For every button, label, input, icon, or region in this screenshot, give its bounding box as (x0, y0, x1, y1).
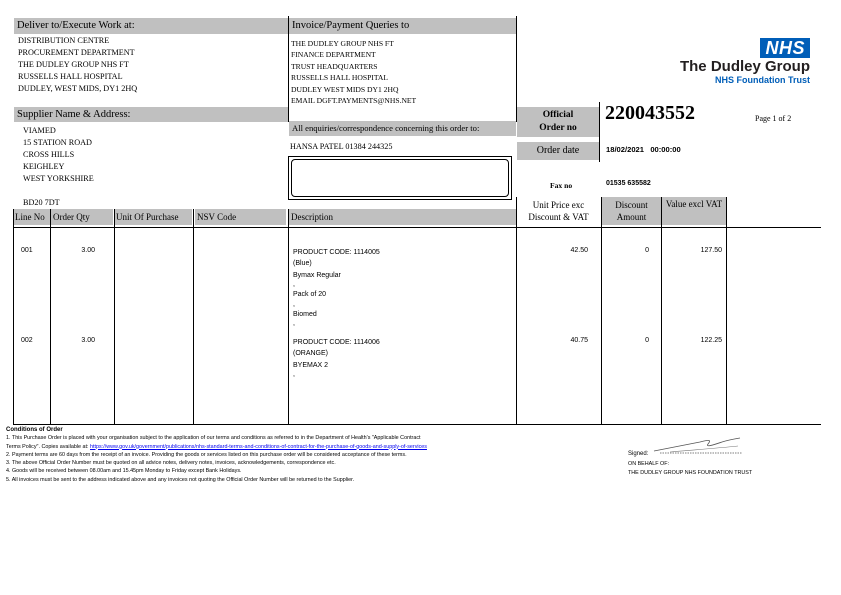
enquiries-box (288, 156, 512, 200)
order-label-divider (599, 102, 600, 162)
grid-line (726, 197, 727, 425)
grid-line (114, 209, 115, 425)
row1-line-no: 001 (21, 247, 33, 254)
trust-name: NHS Foundation Trust (715, 75, 810, 85)
table-top-border (13, 227, 821, 228)
supplier-header: Supplier Name & Address: (14, 107, 288, 122)
conditions (6, 426, 427, 484)
row2-description (293, 337, 380, 379)
invoice-header: Invoice/Payment Queries to (289, 18, 516, 34)
condition-1: 1. This Purchase Order is placed with your organisation subject to the application of our terms and conditions as referred to in the Department of Health's "Applicable Contract (6, 435, 421, 442)
deliver-line: RUSSELLS HALL HOSPITAL (18, 72, 123, 81)
invoice-line: RUSSELLS HALL HOSPITAL (291, 73, 388, 83)
row2-desc-line: BYEMAX 2 (293, 361, 329, 369)
col-discount (602, 197, 661, 225)
row1-discount: 0 (645, 247, 649, 254)
col-unit-price (517, 197, 600, 225)
row1-desc-line: Pack of 20 (293, 291, 327, 299)
grid-line (288, 209, 289, 425)
row2-qty: 3.00 (81, 337, 95, 344)
behalf-org: THE DUDLEY GROUP NHS FOUNDATION TRUST (628, 470, 753, 476)
deliver-line: DUDLEY, WEST MIDS, DY1 2HQ (18, 84, 138, 93)
row1-value: 127.50 (700, 247, 722, 254)
condition-5: 5. All invoices must be sent to the address indicated above and any invoices not quoting the Official Order Number will be returned to the Supplier. (6, 476, 355, 483)
row2-desc-line: , (293, 371, 295, 379)
supplier-line: KEIGHLEY (23, 162, 65, 171)
unit-price-line2: Discount & VAT (528, 212, 589, 222)
conditions-title: Conditions of Order (6, 427, 63, 433)
order-date: 18/02/2021 00:00:00 (606, 145, 681, 154)
row2-desc-line: (ORANGE) (293, 350, 328, 358)
grid-line (601, 197, 602, 425)
condition-1b-text: Terms Policy". Copies available at: (6, 443, 91, 450)
table-bottom-border (13, 424, 821, 425)
official-label: Official (542, 110, 574, 120)
nhs-badge: NHS (760, 38, 810, 58)
row1-desc-line: , (293, 281, 295, 289)
deliver-line: THE DUDLEY GROUP NHS FT (18, 60, 129, 69)
col-line-no: Line No (13, 209, 50, 225)
invoice-line: THE DUDLEY GROUP NHS FT (291, 39, 394, 48)
invoice-line: FINANCE DEPARTMENT (291, 50, 376, 60)
supplier-postcode: BD20 7DT (23, 198, 60, 207)
row1-unit-price: 42.50 (570, 247, 588, 254)
supplier-line: 15 STATION ROAD (23, 138, 92, 147)
col-description: Description (289, 209, 516, 225)
fax-number: 01535 635582 (606, 180, 651, 187)
grid-line (516, 197, 517, 425)
signed-label: Signed: (628, 451, 649, 457)
page-indicator: Page 1 of 2 (755, 114, 792, 123)
order-date-label: Order date (517, 142, 599, 160)
col-unit-of-purchase: Unit Of Purchase (114, 209, 192, 225)
col-value: Value excl VAT (662, 197, 726, 225)
discount-line1: Discount (615, 200, 648, 210)
deliver-header: Deliver to/Execute Work at: (14, 18, 288, 34)
deliver-line: PROCUREMENT DEPARTMENT (18, 48, 135, 57)
row2-discount: 0 (645, 337, 649, 344)
supplier-line: CROSS HILLS (23, 150, 75, 159)
enquiries-header: All enquiries/correspondence concerning this order to: (289, 121, 516, 136)
grid-line (193, 209, 194, 425)
unit-price-line1: Unit Price exc (532, 200, 585, 210)
supplier-line: WEST YORKSHIRE (23, 174, 94, 183)
enquiries-contact: HANSA PATEL 01384 244325 (290, 142, 393, 151)
invoice-address (291, 38, 416, 106)
row1-desc-line: , (293, 300, 295, 308)
row1-desc-line: Biomed (293, 310, 317, 318)
supplier-address (23, 125, 94, 185)
row1-desc-line: (Blue) (293, 260, 312, 268)
official-order-label (517, 107, 599, 137)
nhs-logo (630, 18, 838, 102)
condition-3: 3. The above Official Order Number must be quoted on all advice notes, delivery notes, invoices, acknowledgements, correspondence etc. (6, 460, 336, 467)
condition-2: 2. Payment terms are 60 days from the receipt of an invoice. Providing the goods or services listed on this purchase order will be considered acceptance of these terms. (6, 451, 407, 458)
deliver-line: DISTRIBUTION CENTRE (18, 36, 110, 45)
conditions-link[interactable]: https://www.gov.uk/government/publications/nhs-standard-terms-and-conditions-of-contract-for-the-purchase-of-goods-and-supply-of-services (90, 443, 427, 450)
grid-line (661, 197, 662, 425)
deliver-address (18, 35, 137, 95)
row1-qty: 3.00 (81, 247, 95, 254)
condition-4: 4. Goods will be received between 08.00am and 15.45pm Monday to Friday except Bank Holidays. (6, 468, 242, 475)
invoice-line: TRUST HEADQUARTERS (291, 61, 378, 71)
signature-image (650, 436, 745, 456)
org-name: The Dudley Group (679, 58, 810, 75)
col-order-qty: Order Qty (51, 209, 113, 225)
grid-line (50, 209, 51, 425)
supplier-line: VIAMED (23, 126, 56, 135)
row2-value: 122.25 (700, 337, 722, 344)
row1-desc-line: PRODUCT CODE: 1114005 (293, 249, 380, 256)
row1-description (293, 247, 380, 328)
row1-desc-line: Bymax Regular (293, 271, 341, 279)
enquiries-inner-box (291, 159, 509, 197)
row1-desc-line: , (293, 320, 295, 328)
discount-line2: Amount (616, 212, 647, 222)
order-no-label: Order no (539, 123, 577, 133)
row2-unit-price: 40.75 (570, 337, 588, 344)
behalf-label: ON BEHALF OF: (628, 461, 670, 467)
row2-line-no: 002 (21, 337, 33, 344)
grid-line (13, 209, 14, 425)
row2-desc-line: PRODUCT CODE: 1114006 (293, 339, 380, 346)
col-nsv-code: NSV Code (195, 209, 286, 225)
condition-1b (6, 443, 427, 451)
invoice-line: DUDLEY WEST MIDS DY1 2HQ (291, 84, 399, 94)
order-number: 220043552 (605, 102, 695, 124)
invoice-line: EMAIL DGFT.PAYMENTS@NHS.NET (291, 96, 417, 106)
fax-label: Fax no (550, 181, 573, 190)
